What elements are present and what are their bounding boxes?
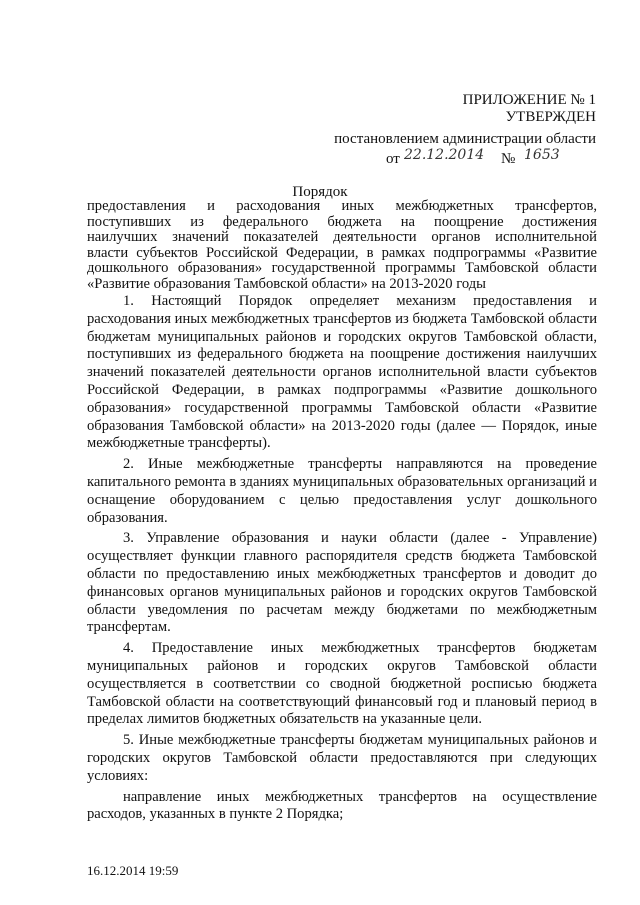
- document-title: Порядок: [292, 184, 348, 200]
- approval-header: [296, 92, 596, 169]
- paragraph-5-condition: направление иных межбюджетных трансфертов на осуществление расходов, указанных в пункте 2 Порядка;: [87, 788, 597, 823]
- document-body: [87, 293, 597, 827]
- subtitle-line: власти субъектов Российской Федерации, в рамках подпрограммы «Развитие: [87, 244, 597, 261]
- subtitle-line: предоставления и расходования иных межбюджетных трансфертов,: [87, 198, 597, 214]
- subtitle-line: дошкольного образования» государственной программы Тамбовской области: [87, 260, 597, 276]
- subtitle-line: «Развитие образования Тамбовской области» на 2013-2020 годы: [87, 275, 486, 292]
- appendix-label: ПРИЛОЖЕНИЕ № 1: [462, 92, 596, 108]
- resolution-date-line: [296, 149, 596, 169]
- paragraph-5: 5. Иные межбюджетные трансферты бюджетам муниципальных районов и городских округов Тамбовской области предоставляются при следующих условиях:: [87, 732, 597, 784]
- handwritten-date: 22.12.2014: [404, 147, 485, 163]
- from-label: от: [386, 151, 400, 167]
- paragraph-3: 3. Управление образования и науки области (далее - Управление) осуществляет функции главного распорядителя средств бюджета Тамбовской области по предоставлению иных межбюджетных трансфертов и доводит до финансовых органов муниципальных районов и городских округов Тамбовской области уведомления по расчетам между бюджетами по межбюджетным трансфертам.: [87, 530, 597, 636]
- paragraph-1: 1. Настоящий Порядок определяет механизм предоставления и расходования иных межбюджетных трансфертов из бюджета Тамбовской области бюджетам муниципальных районов и городских округов Тамбовской области, поступивших из федерального бюджета на поощрение достижения наилучших значений показателей деятельности органов исполнительной власти субъектов Российской Федерации, в рамках подпрограммы «Развитие дошкольного образования» государственной программы Тамбовской области «Развитие образования Тамбовской области» на 2013-2020 годы (далее — Порядок, иные межбюджетные трансферты).: [87, 293, 597, 452]
- subtitle-line: наилучших значений показателей деятельности органов исполнительной: [87, 229, 597, 245]
- subtitle-line: поступивших из федерального бюджета на поощрение достижения: [87, 213, 597, 230]
- paragraph-2: 2. Иные межбюджетные трансферты направляются на проведение капитального ремонта в зданиях муниципальных образовательных организаций и оснащение оборудованием с целью предоставления услуг дошкольного образования.: [87, 456, 597, 526]
- approved-label: УТВЕРЖДЕН: [505, 109, 596, 125]
- footer-timestamp: 16.12.2014 19:59: [87, 863, 179, 878]
- document-subtitle: [87, 199, 597, 292]
- number-sign: №: [501, 151, 516, 167]
- resolution-label: постановлением администрации области: [334, 131, 596, 147]
- paragraph-4: 4. Предоставление иных межбюджетных трансфертов бюджетам муниципальных районов и городских округов Тамбовской области осуществляется в соответствии со сводной бюджетной росписью бюджета Тамбовской области на соответствующий финансовый год и плановый период в пределах лимитов бюджетных обязательств на указанные цели.: [87, 640, 597, 728]
- handwritten-number: 1653: [524, 147, 560, 163]
